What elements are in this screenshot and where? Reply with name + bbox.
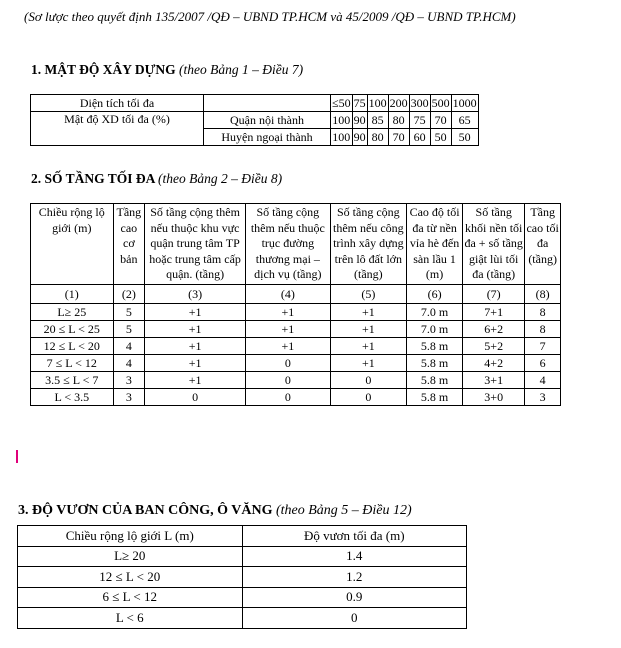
table-row <box>31 388 561 405</box>
table-cell: 1.4 <box>242 546 467 567</box>
table-cell: 7 <box>525 337 561 354</box>
table-cell: 0 <box>246 388 331 405</box>
table-row <box>31 354 561 371</box>
balcony-table <box>17 525 467 629</box>
header-cell: Số tầng khối nền tối đa + số tầng giật lùi tối đa (tầng) <box>463 204 525 285</box>
column-number-cell: (1) <box>31 284 114 303</box>
table-cell: 3.5 ≤ L < 7 <box>31 371 114 388</box>
section3-title: 3. ĐỘ VƯƠN CỦA BAN CÔNG, Ô VĂNG <box>18 503 273 518</box>
header-cell: Số tầng cộng thêm nếu công trình xây dựng trên lô đất lớn (tầng) <box>330 204 406 285</box>
table-cell: L≥ 20 <box>18 546 243 567</box>
column-number-cell: (4) <box>246 284 331 303</box>
table-cell: 6 <box>525 354 561 371</box>
table-cell: +1 <box>145 320 246 337</box>
table-row <box>18 587 467 608</box>
column-number-cell: (8) <box>525 284 561 303</box>
table-cell: +1 <box>246 337 331 354</box>
header-cell: Độ vươn tối đa (m) <box>242 526 467 547</box>
value-cell: 90 <box>353 130 366 144</box>
table-row <box>18 546 467 567</box>
table-cell: 4+2 <box>463 354 525 371</box>
table-cell: 4 <box>113 354 145 371</box>
section1-ref: (theo Bảng 1 – Điều 7) <box>179 62 304 77</box>
table-cell: +1 <box>145 354 246 371</box>
value-cell: 50 <box>430 129 451 146</box>
table-row <box>18 567 467 588</box>
table-cell: +1 <box>330 337 406 354</box>
table-cell: +1 <box>330 303 406 320</box>
table-row <box>31 95 479 112</box>
section3-ref: (theo Bảng 5 – Điều 12) <box>275 503 412 518</box>
table-cell: 3+0 <box>463 388 525 405</box>
table-cell: +1 <box>330 354 406 371</box>
header-cell: Chiều rộng lộ giới L (m) <box>18 526 243 547</box>
area-cell: ≤50 <box>332 96 351 110</box>
table-cell: 12 ≤ L < 20 <box>31 337 114 354</box>
table-row <box>31 337 561 354</box>
column-number-cell: (6) <box>407 284 463 303</box>
header-cell: Số tầng cộng thêm nếu thuộc trục đường thương mại – dịch vụ (tầng) <box>246 204 331 285</box>
row-label-cell: Huyện ngoại thành <box>204 129 331 146</box>
table-cell: 3 <box>113 388 145 405</box>
table-cell: 8 <box>525 303 561 320</box>
header-cell: Chiều rộng lộ giới (m) <box>31 204 114 285</box>
density-label-cell: Mật độ XD tối đa (%) <box>31 112 204 146</box>
table-cell: 3+1 <box>463 371 525 388</box>
table-cell: +1 <box>145 303 246 320</box>
header-cell: Tầng cao tối đa (tầng) <box>525 204 561 285</box>
value-cell: 100 <box>332 113 351 127</box>
table-cell: 12 ≤ L < 20 <box>18 567 243 588</box>
table-cell: 6+2 <box>463 320 525 337</box>
area-cell: 1000 <box>452 96 477 110</box>
table-cell: 4 <box>113 337 145 354</box>
area-cell: 75 <box>353 96 366 110</box>
value-cell: 90 <box>353 113 366 127</box>
section2-title: 2. SỐ TẦNG TỐI ĐA <box>31 171 155 186</box>
table-cell: 0 <box>246 371 331 388</box>
area-cell: 300 <box>410 96 429 110</box>
value-cell: 100 <box>332 130 351 144</box>
table-cell: L < 6 <box>18 608 243 629</box>
column-number-cell: (5) <box>330 284 406 303</box>
table-cell: 0 <box>330 371 406 388</box>
table-cell: 7+1 <box>463 303 525 320</box>
intro-note: (Sơ lược theo quyết định 135/2007 /QĐ – UBND TP.HCM và 45/2009 /QĐ – UBND TP.HCM) <box>24 9 516 24</box>
header-cell: Số tầng cộng thêm nếu thuộc khu vực quận trung tâm TP hoặc trung tâm cấp quận. (tầng) <box>145 204 246 285</box>
table-cell: 7.0 m <box>407 320 463 337</box>
table-row <box>31 371 561 388</box>
section2-ref: (theo Bảng 2 – Điều 8) <box>158 171 283 186</box>
area-label-cell: Diện tích tối đa <box>31 95 204 112</box>
value-cell: 85 <box>367 112 388 129</box>
density-table <box>30 94 479 146</box>
value-cell: 80 <box>367 129 388 146</box>
table-cell: 5+2 <box>463 337 525 354</box>
value-cell: 70 <box>388 129 409 146</box>
table-cell: +1 <box>145 371 246 388</box>
table-cell: 7 ≤ L < 12 <box>31 354 114 371</box>
table-cell: 0 <box>330 388 406 405</box>
value-cell: 75 <box>409 112 430 129</box>
table-cell: 8 <box>525 320 561 337</box>
table-cell: 5 <box>113 303 145 320</box>
column-number-row <box>31 284 561 303</box>
table-cell: 20 ≤ L < 25 <box>31 320 114 337</box>
table-header-row <box>18 526 467 547</box>
area-cell: 200 <box>389 96 408 110</box>
table-cell: 5.8 m <box>407 337 463 354</box>
value-cell: 80 <box>388 112 409 129</box>
table-cell: 1.2 <box>242 567 467 588</box>
table-cell: 0 <box>145 388 246 405</box>
section3-heading <box>18 503 412 519</box>
header-cell: Cao độ tối đa từ nền vỉa hè đến sàn lầu 1 (m) <box>407 204 463 285</box>
value-cell: 65 <box>451 112 478 129</box>
value-cell: 70 <box>430 112 451 129</box>
table-cell: 5 <box>113 320 145 337</box>
area-cell: 500 <box>431 96 450 110</box>
section2-heading <box>31 171 282 187</box>
column-number-cell: (7) <box>463 284 525 303</box>
text-cursor-marker <box>16 450 18 463</box>
table-cell: 0 <box>246 354 331 371</box>
table-cell: +1 <box>246 303 331 320</box>
table-cell: L < 3.5 <box>31 388 114 405</box>
column-number-cell: (3) <box>145 284 246 303</box>
table-row <box>31 112 479 129</box>
floors-table <box>30 203 561 406</box>
table-row <box>31 303 561 320</box>
table-row <box>18 608 467 629</box>
empty-cell <box>204 95 331 112</box>
table-row <box>31 320 561 337</box>
value-cell: 60 <box>409 129 430 146</box>
section1-heading <box>31 62 303 78</box>
table-cell: 0 <box>242 608 467 629</box>
table-cell: 5.8 m <box>407 371 463 388</box>
section1-title: 1. MẬT ĐỘ XÂY DỰNG <box>31 62 176 77</box>
table-header-row <box>31 204 561 285</box>
table-cell: 7.0 m <box>407 303 463 320</box>
table-cell: 0.9 <box>242 587 467 608</box>
table-cell: +1 <box>330 320 406 337</box>
column-number-cell: (2) <box>113 284 145 303</box>
table-cell: 5.8 m <box>407 388 463 405</box>
table-cell: L≥ 25 <box>31 303 114 320</box>
value-cell: 50 <box>451 129 478 146</box>
table-cell: 5.8 m <box>407 354 463 371</box>
table-cell: +1 <box>145 337 246 354</box>
table-cell: +1 <box>246 320 331 337</box>
table-cell: 3 <box>525 388 561 405</box>
area-cell: 100 <box>368 96 387 110</box>
table-cell: 4 <box>525 371 561 388</box>
table-cell: 3 <box>113 371 145 388</box>
row-label-cell: Quận nội thành <box>204 112 331 129</box>
table-cell: 6 ≤ L < 12 <box>18 587 243 608</box>
header-cell: Tầng cao cơ bản <box>113 204 145 285</box>
